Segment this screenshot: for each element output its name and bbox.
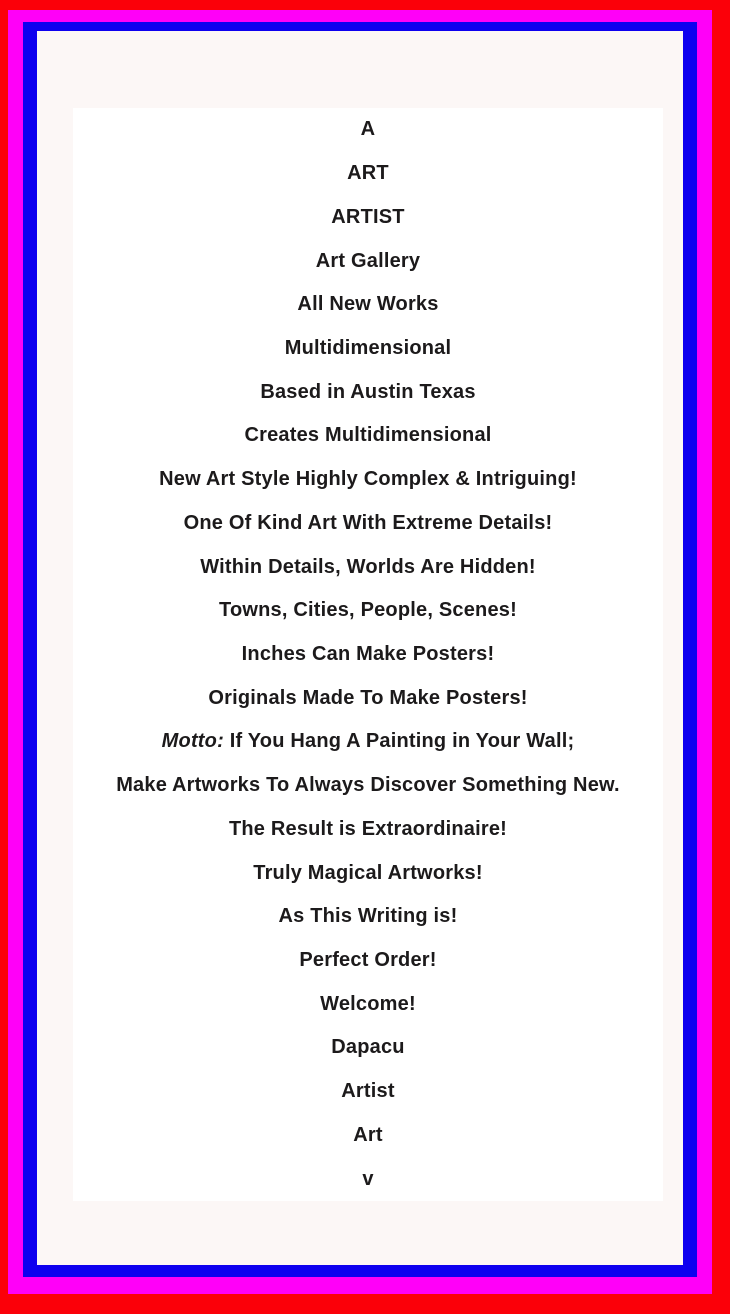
poster-line	[73, 545, 663, 589]
poster-line	[73, 633, 663, 677]
poster-line	[73, 458, 663, 502]
poster-line-text: Within Details, Worlds Are Hidden!	[200, 555, 536, 578]
poster-line	[73, 195, 663, 239]
poster-line	[73, 720, 663, 764]
poster-line-text: Multidimensional	[284, 336, 452, 359]
poster-line	[73, 851, 663, 895]
poster-line	[73, 1070, 663, 1114]
poster-line	[73, 939, 663, 983]
poster-line-text: ARTIST	[331, 205, 405, 228]
poster-line	[73, 808, 663, 852]
poster-line-text: Originals Made To Make Posters!	[208, 686, 528, 709]
poster-line-text: Inches Can Make Posters!	[241, 642, 495, 665]
poster-line	[73, 370, 663, 414]
poster-card	[73, 108, 663, 1201]
poster-line	[73, 108, 663, 152]
poster-line	[73, 982, 663, 1026]
poster-line-text: Art Gallery	[315, 249, 421, 272]
poster-line	[73, 501, 663, 545]
poster-line	[73, 1026, 663, 1070]
poster-line	[73, 1157, 663, 1201]
motto-italic-label: Motto:	[161, 730, 224, 753]
poster-line	[73, 152, 663, 196]
poster-line	[73, 589, 663, 633]
poster-line-text: Creates Multidimensional	[244, 424, 492, 447]
poster-line-text: ART	[347, 162, 389, 185]
poster-line-text: The Result is Extraordinaire!	[228, 817, 508, 840]
poster-line-text: Perfect Order!	[299, 949, 437, 972]
poster-line-text: Artist	[341, 1080, 395, 1103]
poster-line	[73, 283, 663, 327]
inner-blue-border	[23, 22, 697, 1277]
poster-line-text: v	[362, 1167, 374, 1190]
poster-line-text: Truly Magical Artworks!	[253, 861, 483, 884]
poster-line-text: Towns, Cities, People, Scenes!	[219, 599, 517, 622]
poster-line-text: Art	[353, 1123, 383, 1146]
poster-line	[73, 414, 663, 458]
poster-line-text: Motto: If You Hang A Painting in Your Wall;	[161, 730, 575, 753]
middle-magenta-border	[8, 10, 712, 1294]
poster-line	[73, 239, 663, 283]
poster-line-text: One Of Kind Art With Extreme Details!	[183, 511, 553, 534]
poster-line-text: New Art Style Highly Complex & Intriguing!	[159, 468, 577, 491]
poster-line-text: Based in Austin Texas	[260, 380, 476, 403]
poster-line	[73, 676, 663, 720]
poster-line	[73, 1114, 663, 1158]
poster-line-text: Dapacu	[331, 1036, 405, 1059]
poster-line-text: As This Writing is!	[278, 905, 458, 928]
poster-line	[73, 895, 663, 939]
poster-line-text: Welcome!	[320, 992, 416, 1015]
poster-line	[73, 764, 663, 808]
page-background	[37, 31, 683, 1265]
poster-line-text: All New Works	[297, 293, 439, 316]
poster-line-text: A	[360, 118, 376, 141]
poster-line	[73, 327, 663, 371]
poster-line-text: Make Artworks To Always Discover Something New.	[116, 774, 620, 797]
